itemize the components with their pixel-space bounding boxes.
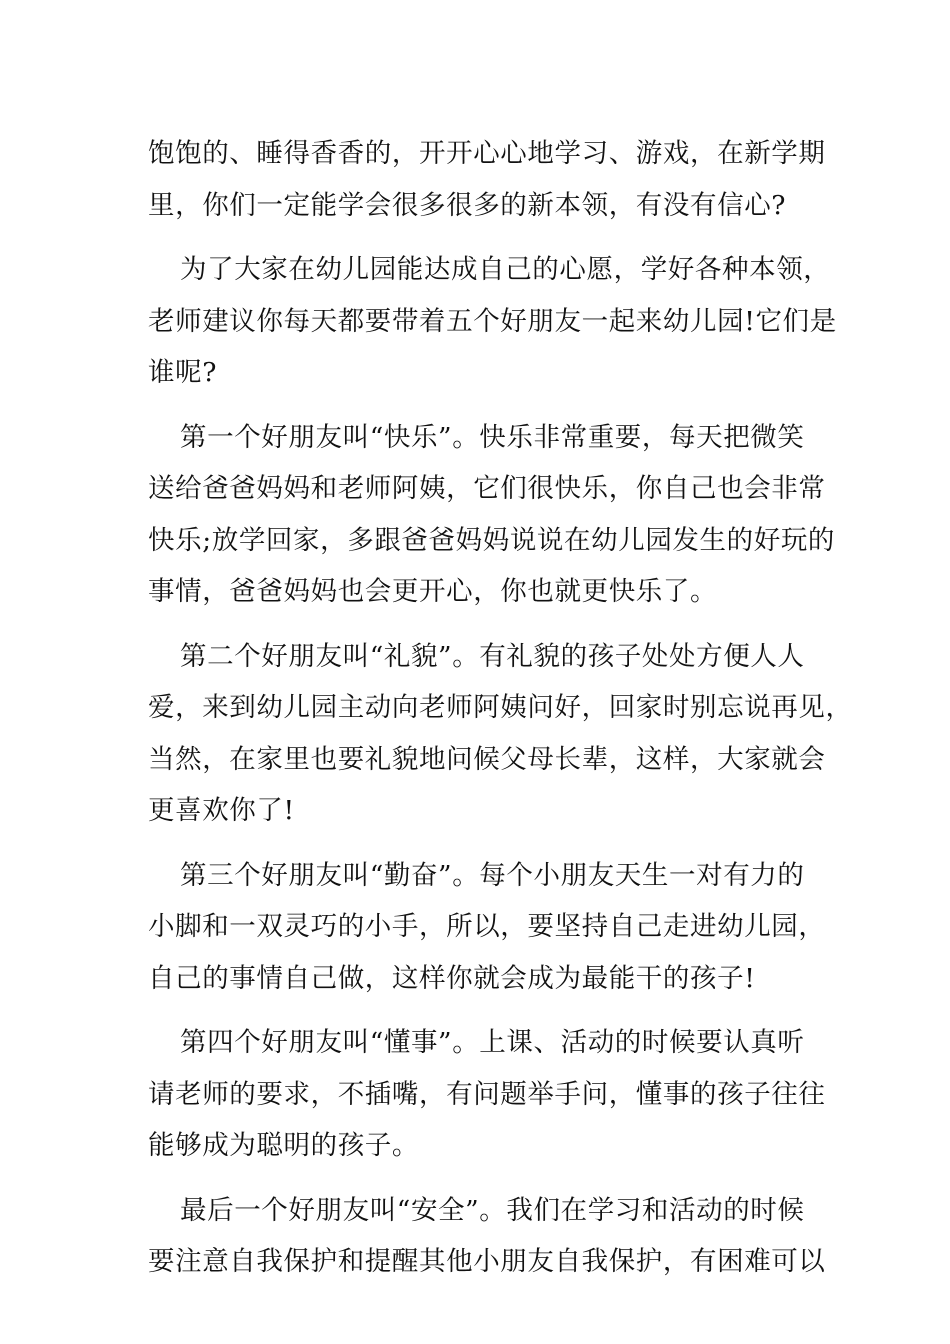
- text-line: 谁呢?: [148, 357, 218, 388]
- text-line: 第二个好朋友叫“礼貌”。有礼貌的孩子处处方便人人: [180, 640, 805, 672]
- paragraph-7: [148, 1185, 826, 1288]
- text-line: 第四个好朋友叫“懂事”。上课、活动的时候要认真听: [180, 1027, 805, 1058]
- text-line: 为了大家在幼儿园能达成自己的心愿，学好各种本领，: [180, 254, 831, 285]
- paragraph-5: [148, 850, 826, 1005]
- text-line: 要注意自我保护和提醒其他小朋友自我保护，有困难可以: [148, 1246, 826, 1277]
- text-line: 当然，在家里也要礼貌地问候父母长辈，这样，大家就会: [148, 743, 826, 775]
- paragraph-6: [148, 1017, 826, 1172]
- text-line: 请老师的要求，不插嘴，有问题举手问，懂事的孩子往往: [148, 1078, 826, 1110]
- document-body: [148, 128, 853, 1301]
- text-line: 饱饱的、睡得香香的，开开心心地学习、游戏，在新学期: [148, 138, 826, 169]
- paragraph-1: [148, 128, 826, 231]
- paragraph-4: [148, 631, 853, 837]
- text-line: 老师建议你每天都要带着五个好朋友一起来幼儿园!它们是: [148, 305, 837, 337]
- text-line: 里，你们一定能学会很多很多的新本领，有没有信心?: [148, 189, 787, 221]
- text-line: 送给爸爸妈妈和老师阿姨，它们很快乐，你自己也会非常: [148, 473, 826, 504]
- text-line: 爱，来到幼儿园主动向老师阿姨问好，回家时别忘说再见，: [148, 692, 853, 723]
- paragraph-3: [148, 412, 836, 618]
- text-line: 第三个好朋友叫“勤奋”。每个小朋友天生一对有力的: [180, 859, 805, 891]
- text-line: 更喜欢你了!: [148, 795, 295, 826]
- paragraph-2: [148, 244, 837, 399]
- text-line: 能够成为聪明的孩子。: [148, 1130, 419, 1161]
- text-line: 最后一个好朋友叫“安全”。我们在学习和活动的时候: [180, 1194, 805, 1226]
- text-line: 自己的事情自己做，这样你就会成为最能干的孩子!: [148, 962, 756, 994]
- text-line: 第一个好朋友叫“快乐”。快乐非常重要，每天把微笑: [180, 421, 805, 453]
- text-line: 事情，爸爸妈妈也会更开心，你也就更快乐了。: [148, 576, 718, 607]
- text-line: 快乐;放学回家，多跟爸爸妈妈说说在幼儿园发生的好玩的: [148, 524, 836, 556]
- text-line: 小脚和一双灵巧的小手，所以，要坚持自己走进幼儿园，: [148, 911, 826, 942]
